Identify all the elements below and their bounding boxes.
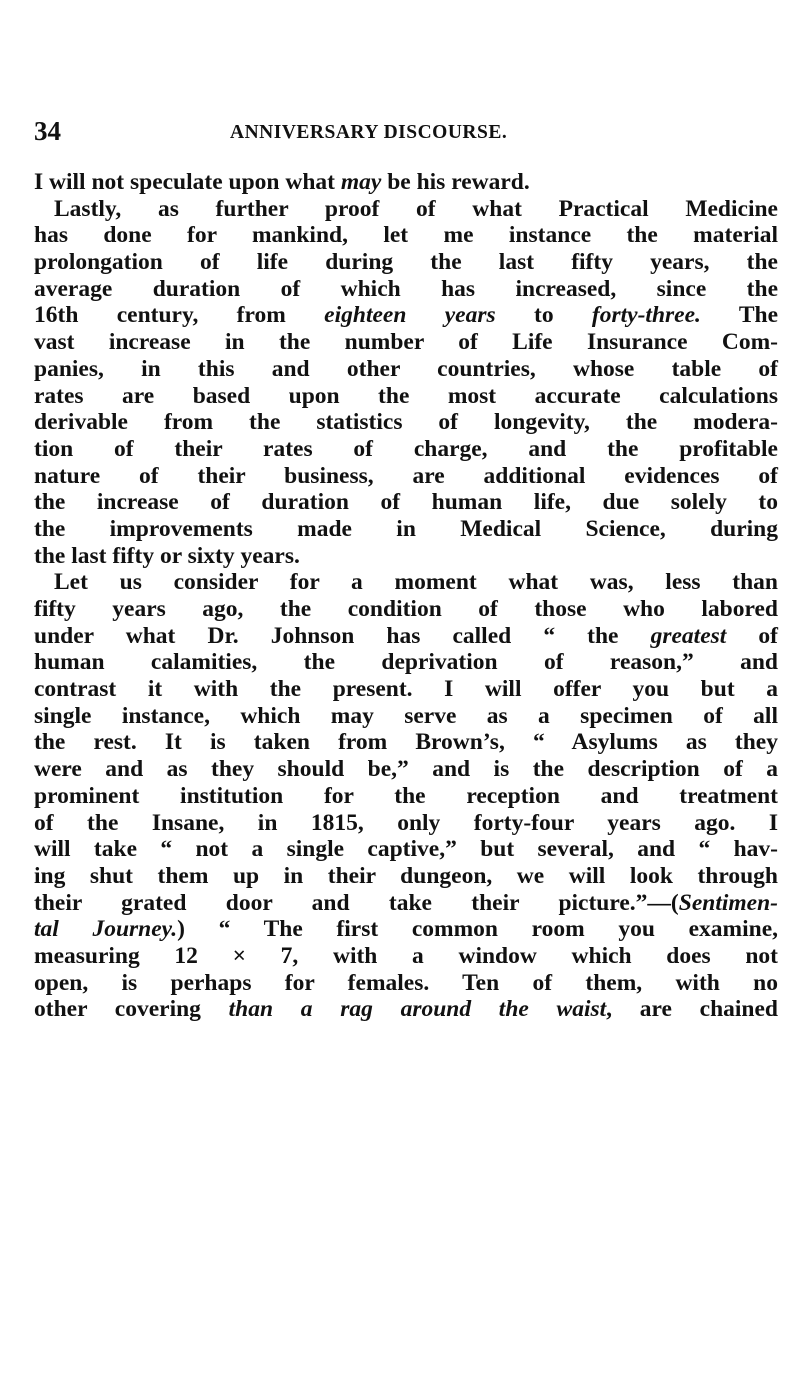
text-line: open, is perhaps for females. Ten of them, with no xyxy=(34,969,778,996)
text-line: human calamities, the deprivation of reason,” and xyxy=(34,649,778,676)
text-line: vast increase in the number of Life Insurance Com- xyxy=(34,329,778,356)
text-line: the last fifty or sixty years. xyxy=(34,542,300,569)
text-line: the improvements made in Medical Science, during xyxy=(34,515,778,542)
text-line: Lastly, as further proof of what Practical Medicine xyxy=(54,195,778,222)
text-line: derivable from the statistics of longevity, the modera- xyxy=(34,409,778,436)
text-line: prolongation of life during the last fifty years, the xyxy=(34,249,778,276)
text-line: were and as they should be,” and is the description of a xyxy=(34,756,778,783)
italic-text: eighteen years xyxy=(324,302,496,329)
text-line: panies, in this and other countries, whose table of xyxy=(34,355,778,382)
text-line: tion of their rates of charge, and the profitable xyxy=(34,435,778,462)
text-line: prominent institution for the reception and treatment xyxy=(34,782,778,809)
italic-text: may xyxy=(340,169,382,195)
body-text xyxy=(34,169,778,1023)
text-line: the increase of duration of human life, due solely to xyxy=(34,489,778,516)
text-line: I will not speculate upon what may be his reward. xyxy=(34,169,530,195)
text-line: contrast it with the present. I will offer you but a xyxy=(34,676,778,703)
text-line: of the Insane, in 1815, only forty-four years ago. I xyxy=(34,809,778,836)
italic-text: tal Journey. xyxy=(34,916,178,943)
text-line: under what Dr. Johnson has called “ the greatest of xyxy=(34,622,779,649)
italic-text: greatest xyxy=(650,622,727,649)
italic-text: forty-three. xyxy=(591,302,701,329)
italic-text: Sentimen- xyxy=(678,889,778,916)
text-line: ing shut them up in their dungeon, we will look through xyxy=(34,862,778,889)
page-number: 34 xyxy=(34,116,61,146)
text-line: the rest. It is taken from Brown’s, “ Asylums as they xyxy=(34,729,778,756)
text-line: Let us consider for a moment what was, less than xyxy=(54,569,778,596)
text-line: will take “ not a single captive,” but several, and “ hav- xyxy=(34,836,778,863)
text-line: single instance, which may serve as a specimen of all xyxy=(34,702,778,729)
text-line: nature of their business, are additional evidences of xyxy=(34,462,778,489)
running-head: ANNIVERSARY DISCOURSE. xyxy=(230,122,508,143)
text-line: average duration of which has increased, since the xyxy=(34,275,778,302)
text-line: rates are based upon the most accurate calculations xyxy=(34,382,778,409)
text-line: other covering than a rag around the waist, are chained xyxy=(34,996,778,1023)
text-line: measuring 12 × 7, with a window which does not xyxy=(34,942,778,969)
text-line: has done for mankind, let me instance the material xyxy=(34,222,778,249)
text-line: fifty years ago, the condition of those who labored xyxy=(34,596,778,622)
italic-text: than a rag around the waist xyxy=(228,996,607,1023)
text-line: tal Journey.) “ The first common room you examine, xyxy=(34,916,778,943)
text-line: their grated door and take their picture.”—(Sentimen- xyxy=(34,889,778,916)
page-header xyxy=(34,116,774,146)
text-line: 16th century, from eighteen years to forty-three. The xyxy=(34,302,779,329)
